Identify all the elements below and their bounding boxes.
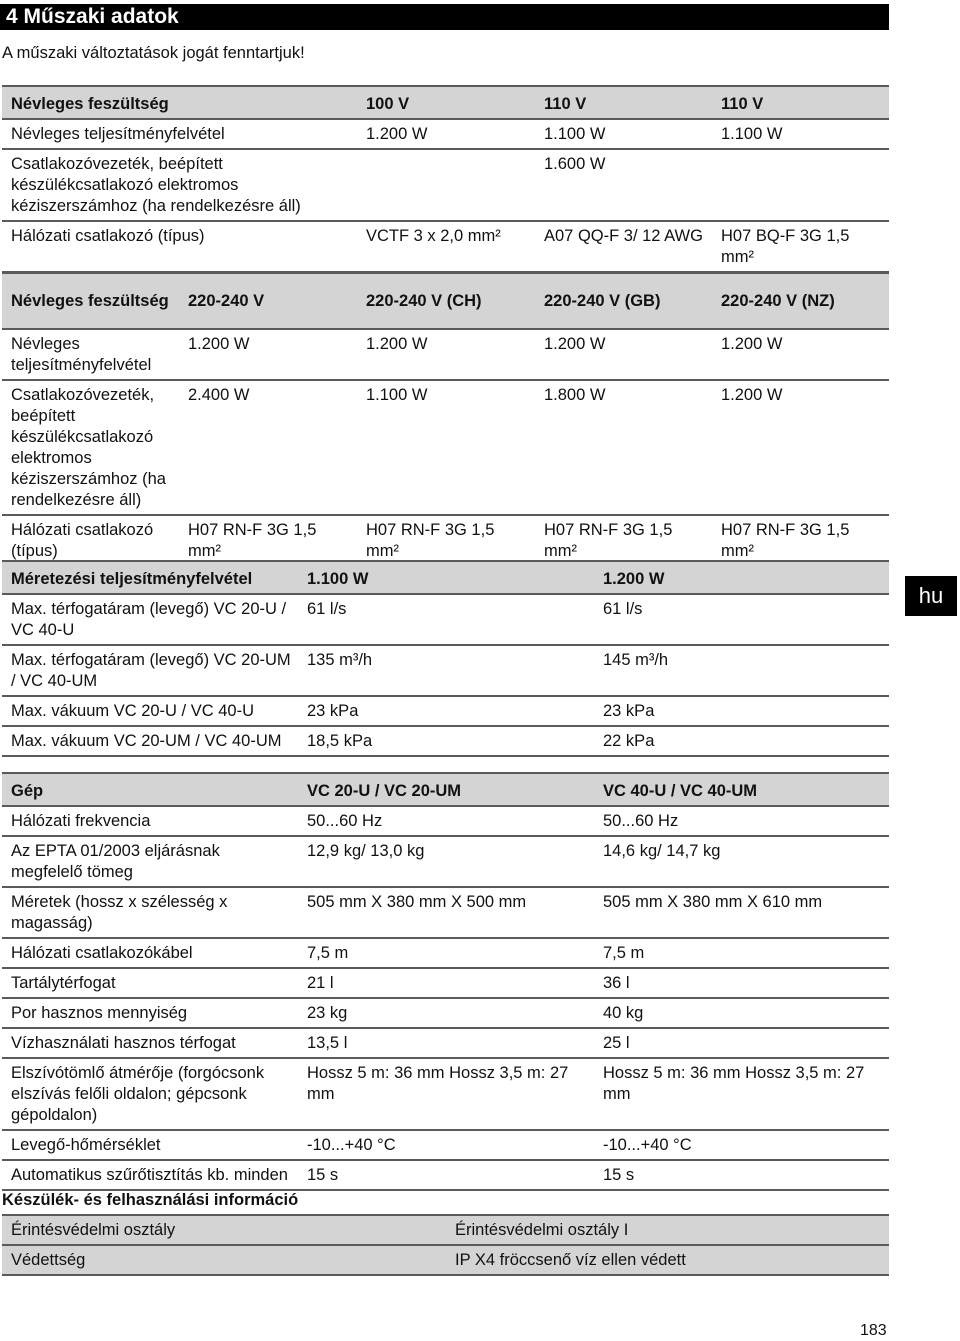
table-cell: 15 s <box>603 1166 635 1184</box>
table-cell: 23 kPa <box>307 702 359 720</box>
table-cell: 15 s <box>307 1166 339 1184</box>
table-cell: H07 RN-F 3G 1,5 mm² <box>544 521 673 560</box>
table-cell: Max. vákuum VC 20-UM / VC 40-UM <box>11 732 282 750</box>
table-cell: 1.200 W <box>188 335 250 353</box>
table-cell: Az EPTA 01/2003 eljárásnak megfelelő tömeg <box>11 842 220 881</box>
section-heading: 4 Műszaki adatok <box>0 4 889 30</box>
table-row <box>2 594 889 645</box>
table-cell: Hálózati csatlakozó (típus) <box>11 227 205 245</box>
table-cell: 1.200 W <box>721 335 783 353</box>
table-cell: 2.400 W <box>188 386 250 404</box>
table-cell: Hálózati csatlakozókábel <box>11 944 193 962</box>
table-row <box>2 119 889 149</box>
table-cell: 1.200 W <box>366 335 428 353</box>
table-row <box>2 887 889 938</box>
table-cell: Névleges teljesítményfelvétel <box>11 335 152 374</box>
table-cell: Méretek (hossz x szélesség x magasság) <box>11 893 228 932</box>
table-row <box>2 836 889 887</box>
table-cell: Por hasznos mennyiség <box>11 1004 188 1022</box>
table-cell: 1.800 W <box>544 386 606 404</box>
table-cell: 110 V <box>535 86 712 119</box>
table-cell: Max. vákuum VC 20-U / VC 40-U <box>11 702 254 720</box>
table-cell: 50...60 Hz <box>603 812 679 830</box>
table-cell: 220-240 V (NZ) <box>712 273 889 329</box>
table-row <box>2 149 889 221</box>
table-row <box>2 998 889 1028</box>
table-cell: 1.200 W <box>594 561 889 594</box>
table-cell: 61 l/s <box>307 600 347 618</box>
table-cell: H07 RN-F 3G 1,5 mm² <box>721 521 850 560</box>
table-cell: Névleges feszültség <box>2 273 179 329</box>
table-cell: 50...60 Hz <box>307 812 383 830</box>
table-cell: Csatlakozóvezeték, beépített készülékcsatlakozó elektromos kéziszerszámhoz (ha rendelkezésre áll) <box>11 155 301 215</box>
table-cell: 1.200 W <box>366 125 428 143</box>
table-cell: Hossz 5 m: 36 mm Hossz 3,5 m: 27 mm <box>603 1064 865 1103</box>
table-row <box>2 273 889 329</box>
table-row <box>2 645 889 696</box>
table-row <box>2 329 889 380</box>
table-cell: H07 RN-F 3G 1,5 mm² <box>188 521 317 560</box>
table-cell: Hálózati csatlakozó (típus) <box>11 521 154 560</box>
table-row <box>2 515 889 566</box>
table-cell: -10...+40 °C <box>603 1136 692 1154</box>
table-cell: 23 kg <box>307 1004 348 1022</box>
table-cell: VCTF 3 x 2,0 mm² <box>366 227 501 245</box>
table-cell: 505 mm X 380 mm X 500 mm <box>307 893 527 911</box>
table-cell: 1.100 W <box>366 386 428 404</box>
table-row <box>2 1245 889 1275</box>
subtitle-notice: A műszaki változtatások jogát fenntartjuk! <box>2 44 305 62</box>
table-row <box>2 696 889 726</box>
table-cell: 505 mm X 380 mm X 610 mm <box>603 893 823 911</box>
table-cell: H07 RN-F 3G 1,5 mm² <box>366 521 495 560</box>
table-cell: 100 V <box>357 86 535 119</box>
table-cell: Érintésvédelmi osztály <box>2 1215 446 1245</box>
table-cell: Max. térfogatáram (levegő) VC 20-U / VC 40-U <box>11 600 287 639</box>
table-cell: A07 QQ-F 3/ 12 AWG <box>544 227 703 245</box>
table-cell: 145 m³/h <box>603 651 669 669</box>
table-cell <box>357 149 535 221</box>
table-row <box>2 806 889 836</box>
table-cell: Hálózati frekvencia <box>11 812 151 830</box>
table-cell: Hossz 5 m: 36 mm Hossz 3,5 m: 27 mm <box>307 1064 569 1103</box>
table-cell: 7,5 m <box>307 944 349 962</box>
table-cell: Gép <box>2 773 298 806</box>
table-cell: 22 kPa <box>603 732 655 750</box>
language-tab: hu <box>905 576 957 616</box>
table-cell: 1.100 W <box>721 125 783 143</box>
table-row <box>2 1215 889 1245</box>
table-cell: 25 l <box>603 1034 630 1052</box>
table-row <box>2 86 889 119</box>
device-info-heading: Készülék- és felhasználási információ <box>2 1191 299 1209</box>
table-cell: 135 m³/h <box>307 651 373 669</box>
table-cell: Érintésvédelmi osztály I <box>446 1215 889 1245</box>
table-cell: 23 kPa <box>603 702 655 720</box>
table-cell: 1.100 W <box>544 125 606 143</box>
table-row <box>2 938 889 968</box>
table-cell: H07 BQ-F 3G 1,5 mm² <box>721 227 850 266</box>
table-cell: 1.100 W <box>298 561 594 594</box>
table-row <box>2 773 889 806</box>
table-cell: 61 l/s <box>603 600 643 618</box>
table-cell: 1.200 W <box>544 335 606 353</box>
table-cell: Névleges teljesítményfelvétel <box>11 125 225 143</box>
table-cell: Elszívótömlő átmérője (forgócsonk elszívás felőli oldalon; gépcsonk gépoldalon) <box>11 1064 265 1124</box>
table-cell: 220-240 V (GB) <box>535 273 712 329</box>
table-row <box>2 968 889 998</box>
table-cell: Levegő-hőmérséklet <box>11 1136 161 1154</box>
table-cell: 18,5 kPa <box>307 732 373 750</box>
table-cell: 1.600 W <box>544 155 606 173</box>
table-cell: 14,6 kg/ 14,7 kg <box>603 842 721 860</box>
table-cell: VC 40-U / VC 40-UM <box>594 773 889 806</box>
device-info-table <box>2 1214 889 1276</box>
table-cell: Védettség <box>2 1245 446 1275</box>
table-cell: 220-240 V <box>179 273 357 329</box>
table-cell: 1.200 W <box>721 386 783 404</box>
table-cell: Méretezési teljesítményfelvétel <box>2 561 298 594</box>
table-cell: 21 l <box>307 974 334 992</box>
table-row <box>2 1028 889 1058</box>
table-row <box>2 561 889 594</box>
voltage-table-100-110 <box>2 85 889 273</box>
table-cell: Vízhasználati hasznos térfogat <box>11 1034 236 1052</box>
table-cell: 12,9 kg/ 13,0 kg <box>307 842 425 860</box>
performance-table <box>2 560 889 757</box>
table-cell: Automatikus szűrőtisztítás kb. minden <box>11 1166 288 1184</box>
machine-specs-table <box>2 772 889 1191</box>
table-row <box>2 221 889 272</box>
table-cell: 7,5 m <box>603 944 645 962</box>
table-cell: 40 kg <box>603 1004 644 1022</box>
table-row <box>2 380 889 515</box>
table-cell: VC 20-U / VC 20-UM <box>298 773 594 806</box>
table-cell: Max. térfogatáram (levegő) VC 20-UM / VC 40-UM <box>11 651 291 690</box>
table-row <box>2 726 889 756</box>
table-row <box>2 1058 889 1130</box>
table-cell <box>712 149 889 221</box>
table-cell: 36 l <box>603 974 630 992</box>
table-cell: Tartálytérfogat <box>11 974 116 992</box>
voltage-table-220-240 <box>2 272 889 567</box>
table-cell: 220-240 V (CH) <box>357 273 535 329</box>
table-cell: -10...+40 °C <box>307 1136 396 1154</box>
table-cell: Névleges feszültség <box>2 86 357 119</box>
table-row <box>2 1160 889 1190</box>
table-cell: 110 V <box>712 86 889 119</box>
page-number: 183 <box>860 1322 887 1339</box>
table-cell: 13,5 l <box>307 1034 348 1052</box>
table-cell: Csatlakozóvezeték, beépített készülékcsatlakozó elektromos kéziszerszámhoz (ha rendelkezésre áll) <box>11 386 166 509</box>
table-cell: IP X4 fröccsenő víz ellen védett <box>446 1245 889 1275</box>
table-row <box>2 1130 889 1160</box>
